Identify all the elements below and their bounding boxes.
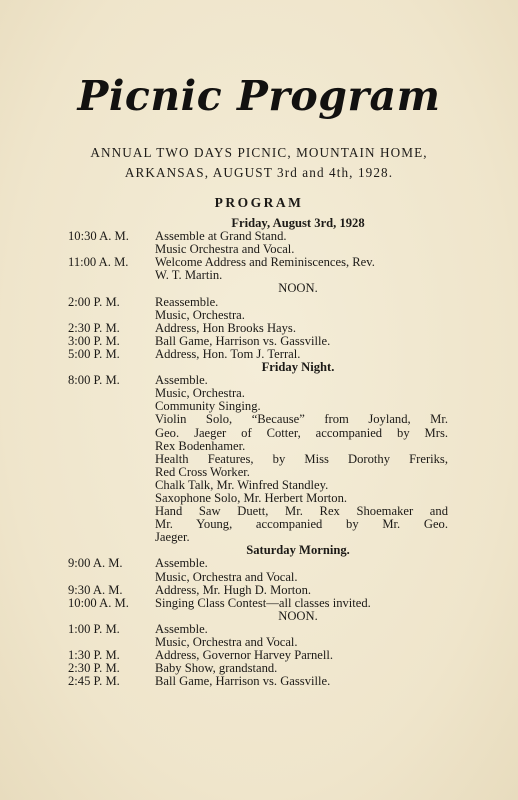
saturday-heading: Saturday Morning. (246, 543, 350, 558)
schedule-row (68, 296, 448, 309)
schedule-time (68, 479, 155, 492)
friday-heading: Friday, August 3rd, 1928 (231, 216, 365, 230)
schedule-text: Music, Orchestra and Vocal. (155, 635, 298, 649)
schedule-time (68, 309, 155, 322)
schedule-time: 5:00 P. M. (68, 346, 120, 361)
schedule-row (68, 427, 448, 440)
schedule-time (68, 531, 155, 544)
schedule-time (68, 269, 155, 282)
schedule-row (68, 557, 448, 570)
schedule-row (68, 466, 448, 479)
schedule-row (68, 518, 448, 531)
schedule-text: Reassemble. (155, 294, 219, 309)
schedule-time (68, 440, 155, 453)
schedule-row (68, 584, 448, 597)
schedule-text: Music, Orchestra. (155, 307, 245, 322)
schedule-row (68, 374, 448, 387)
schedule-time: 2:45 P. M. (68, 674, 120, 689)
program-schedule (68, 217, 448, 688)
schedule-text: Mr. Young, accompanied by Mr. Geo. (155, 517, 448, 532)
schedule-time (68, 427, 155, 440)
schedule-text: Assemble. (155, 556, 208, 571)
schedule-time: 9:30 A. M. (68, 582, 123, 597)
schedule-text: Singing Class Contest—all classes invited. (155, 595, 371, 610)
schedule-row (68, 309, 448, 322)
schedule-time (68, 518, 155, 531)
saturday-noon: NOON. (278, 608, 318, 623)
schedule-text: Music, Orchestra and Vocal. (155, 569, 298, 584)
schedule-text: Assemble. (155, 373, 208, 388)
schedule-time: 9:00 A. M. (68, 556, 123, 571)
schedule-time: 11:00 A. M. (68, 255, 129, 270)
schedule-time (68, 400, 155, 413)
schedule-text: Geo. Jaeger of Cotter, accompanied by Mrs. (155, 425, 448, 440)
schedule-time (68, 413, 155, 426)
schedule-time (68, 387, 155, 400)
friday-night-heading: Friday Night. (261, 360, 335, 375)
schedule-text: Baby Show, grandstand. (155, 661, 278, 676)
schedule-text: Ball Game, Harrison vs. Gassville. (155, 674, 331, 689)
schedule-time: 3:00 P. M. (68, 333, 120, 348)
schedule-row (68, 269, 448, 282)
schedule-text: Chalk Talk, Mr. Winfred Standley. (155, 477, 329, 492)
schedule-text: Hand Saw Duett, Mr. Rex Shoemaker and (155, 504, 448, 519)
subtitle-line-2: ARKANSAS, AUGUST 3rd and 4th, 1928. (124, 165, 394, 180)
schedule-text: Music, Orchestra. (155, 386, 245, 401)
schedule-text: Saxophone Solo, Mr. Herbert Morton. (155, 490, 348, 505)
schedule-text: Violin Solo, “Because” from Joyland, Mr. (155, 412, 448, 427)
schedule-row (68, 413, 448, 426)
schedule-row (68, 335, 448, 348)
schedule-text: Address, Governor Harvey Parnell. (155, 648, 334, 663)
schedule-text: Music Orchestra and Vocal. (155, 242, 295, 257)
schedule-time: 2:30 P. M. (68, 661, 120, 676)
schedule-time: 10:30 A. M. (68, 229, 129, 244)
schedule-row (68, 597, 448, 610)
schedule-time: 10:00 A. M. (68, 595, 129, 610)
schedule-time (68, 571, 155, 584)
schedule-row (68, 256, 448, 269)
schedule-text: Red Cross Worker. (155, 464, 250, 479)
schedule-time (68, 492, 155, 505)
page-title: Picnic Program (77, 72, 441, 120)
schedule-time: 2:30 P. M. (68, 320, 120, 335)
schedule-time (68, 453, 155, 466)
schedule-text: W. T. Martin. (155, 268, 223, 283)
subtitle-line-1: ANNUAL TWO DAYS PICNIC, MOUNTAIN HOME, (90, 145, 428, 160)
schedule-text: Address, Hon. Tom J. Terral. (155, 346, 301, 361)
schedule-row (68, 479, 448, 492)
schedule-row (68, 453, 448, 466)
schedule-row (68, 675, 448, 688)
schedule-time: 8:00 P. M. (68, 373, 120, 388)
schedule-text: Ball Game, Harrison vs. Gassville. (155, 333, 331, 348)
schedule-time (68, 466, 155, 479)
schedule-text: Address, Hon Brooks Hays. (155, 320, 296, 335)
schedule-time (68, 505, 155, 518)
schedule-row (68, 440, 448, 453)
friday-noon: NOON. (278, 281, 318, 296)
schedule-time: 2:00 P. M. (68, 294, 120, 309)
schedule-text: Jaeger. (155, 530, 190, 545)
schedule-row (68, 571, 448, 584)
schedule-text: Health Features, by Miss Dorothy Freriks, (155, 451, 448, 466)
schedule-text: Assemble at Grand Stand. (155, 229, 287, 244)
schedule-row (68, 348, 448, 361)
schedule-row (68, 322, 448, 335)
schedule-time: 1:00 P. M. (68, 621, 120, 636)
schedule-time: 1:30 P. M. (68, 648, 120, 663)
schedule-text: Welcome Address and Reminiscences, Rev. (155, 255, 375, 270)
schedule-text: Rex Bodenhamer. (155, 438, 246, 453)
schedule-text: Assemble. (155, 621, 208, 636)
program-heading: PROGRAM (214, 195, 304, 210)
schedule-text: Address, Mr. Hugh D. Morton. (155, 582, 312, 597)
schedule-text: Community Singing. (155, 399, 261, 414)
